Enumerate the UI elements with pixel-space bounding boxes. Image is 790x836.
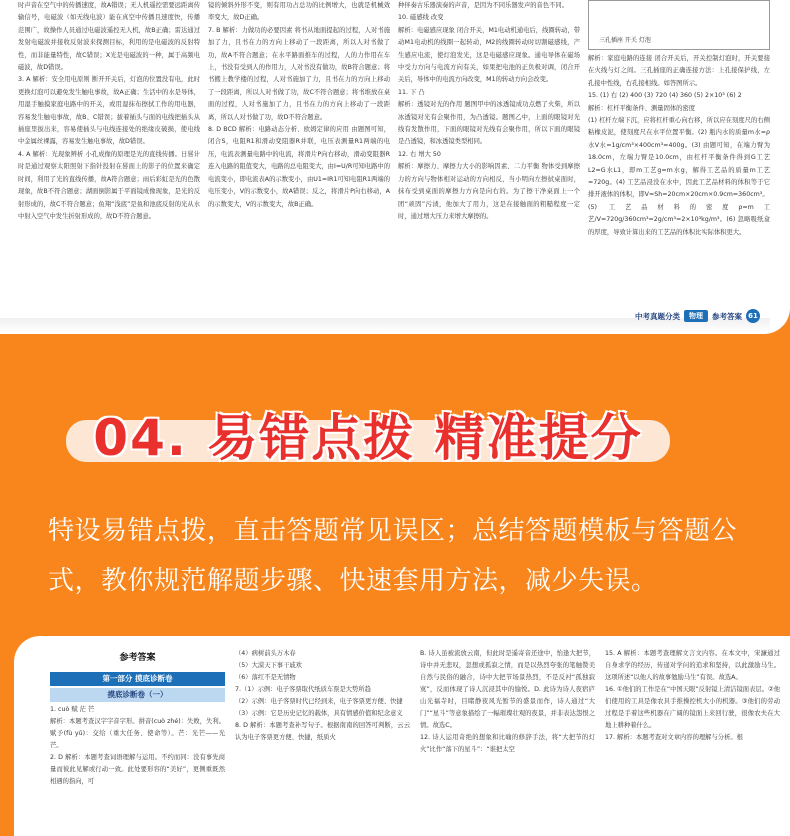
answer-paragraph: 7.（1）示例：电子客票取代纸质车票是大势所趋 [235, 686, 371, 693]
subsection-band: 摸底诊断卷（一） [50, 688, 225, 702]
answer-paragraph: 15. A 解析：本题考查理解文言文内容。在本文中，宋濂通过自身求学的经历，传递对学问的追求和坚持，以此激励马生。这项所述“以他人的故事勉励马生”有误。故选A。 [605, 650, 780, 681]
answer-paragraph: 12. 诗人运用奇绝的想象和比喻的修辞手法，将“大把节的灯火”比作“落下的星斗”：“谁把太空 [420, 734, 595, 753]
answer-paragraph: 解析：杠杆平衡条件、测量固体的密度 [588, 104, 696, 112]
answer-paragraph: 8. D BCD 解析：电路动态分析、欧姆定律的应用 由题图可知，闭合S，电阻R1和滑动变阻器R并联，电压表测量R1两端的电压，电流表测量电路中的电流，将滑片P向右移动，滑动变阻器R连入电路的阻值变大，电路的总电阻变大，由I=U/R可知电路中的电流变小，即电流表A的示数变小，由U1=IR1可知电阻R1两端的电压变小，V的示数变小，故A错误；反之，将滑片P向右移动，A的示数变大，V的示数变大，故B正确。 [208, 126, 390, 208]
answer-column-2 [235, 648, 410, 836]
answer-key-page-bottom [14, 636, 790, 836]
answer-paragraph: 12. 右 增大 50 [398, 150, 441, 158]
answer-paragraph: 解析：透镜对光的作用 题图甲中的冰透镜成功点燃了火柴，所以冰透镜对光有会聚作用，为凸透镜。题图乙中，上面的眼镜对光线有发散作用，下面的眼镜对光线有会聚作用，所以下面的眼镜是凸透镜，和冰透镜类型相同。 [398, 101, 580, 146]
answer-paragraph: 种伴奏古乐器演奏的声音，是因为不同乐器发声的音色不同。 [398, 2, 569, 9]
answer-paragraph: 解析：家庭电路的连接 闭合开关后，开关控制灯泡时，开关要接在火线与灯之间。三孔插座的正确连接方法：上孔接保护线，左孔接中性线，右孔接相线。如答图所示。 [588, 55, 770, 87]
answer-key-title: 参考答案 [119, 653, 156, 663]
footer-label: 参考答案 [712, 311, 742, 321]
footer-page-number: 61 [746, 309, 760, 323]
answer-paragraph: （6）落红不是无情物 [235, 674, 296, 681]
answer-paragraph: B. 诗人虽被流放云南，但此时是遥寄音还途中，怡逢大把节，诗中并无悲叹，忽想或孤寂之情，而是以热烈夸张的笔触赞美自然与民俗的融合，诗中大把节场景热烈，不是反衬“孤独寂寞”，反而体现了诗人沉浸其中的愉悦。D. 此诗为诗人夜宿庐山光福寺时，目睹静夜风光暂节的盛景而作，诗人通过“大门”“星斗”等意象描绘了一幅璀璨壮观的夜景，并非表达怨恨之情。故选C。 [420, 650, 595, 729]
answer-paragraph: 10. 磁感线 改变 [398, 14, 444, 22]
answer-paragraph: 解析：摩擦力、摩擦力大小的影响因素、二力平衡 物体受到摩擦力的方向与物体相对运动的方向相反，当小明向左擦拭桌面时，抹布受到桌面的摩擦力方向是向右的。为了擦干净桌面上一个团“顽固”污渍，他加大了用力，这是在接触面的粗糙程度一定时，通过增大压力来增大摩擦的。 [398, 163, 580, 220]
answer-column-4 [605, 648, 780, 836]
answer-paragraph: 8. D 解析：本题考查补写句子。根据南南的回答可判断，云云认为电子客票更方便、快捷，纸质火 [235, 722, 410, 741]
answer-column-3 [398, 0, 580, 310]
circuit-diagram [588, 0, 770, 50]
answer-paragraph: 时声音在空气中的传播速度，故A错误；无人机遥控需要远距离传输信号，电磁波（如无线电波）能在真空中传播且速度快，传播范围广，故操作人员通过电磁波遥控无人机，故B正确；雷达通过发射电磁波并接收反射波来探测目标，利用的是电磁波的反射特性，而非能量特性，故C错误；X光是电磁波的一种，属于高频电磁波，故D错误。 [18, 2, 200, 72]
section-heading-block [66, 398, 670, 468]
section-description: 特设易错点拨，直击答题常见误区；总结答题模板与答题公式，教你规范解题步骤、快速套用方法，减少失误。 [48, 516, 738, 596]
answer-paragraph: (1) 杠杆左端下沉，应将杠杆重心向右移，所以应在刻度尺的右侧粘橡皮泥，使刻度尺在水平位置平衡。(2) 瓶内水的质量m水=ρ水V水=1g/cm³×400cm³=400g。(3) 由题可知，在端力臂为18.0cm，左端力臂是10.0cm，由杠杆平衡条件得到G工艺L2=G水L1，即m工艺g=m水g，解得工艺品的质量m工艺=720g。(4) 工艺品浸没在水中，因此工艺品材料的体积等于它排开液体的体积，即V=Sh=20cm×20cm×0.9cm=360cm³。 [588, 117, 770, 199]
section-band: 第一部分 摸底诊断卷 [50, 672, 225, 686]
answer-paragraph: 7. B 解析：力做功的必要因素 将书从地面提起的过程，人对书施加了力，且书在力的方向上移动了一段距离，所以人对书做了功，故A不符合题意；在水平路面推车的过程，人的力作用在车上，书没有受到人的作用力，人对书没有做功，故B符合题意；将书搬上教学楼的过程，人对书施加了力，且书在力的方向上移动了一段距离，所以人对书做了功，故C不符合题意；将书堆放在桌面的过程，人对书施加了力，且书在力的方向上移动了一段距离，所以人对书做了功，故D不符合题意。 [208, 26, 390, 121]
footer-brand: 中考真题分类 [635, 311, 680, 321]
answer-column-3 [420, 648, 595, 836]
circuit-diagram-labels: 三孔插座 开关 灯泡 [599, 36, 651, 44]
answer-paragraph: 1. cuò 赋 茫 芒 [50, 706, 95, 713]
answer-paragraph: 解析：本题考查汉字字音字形。拼音(cuò zhé)：失败，失利。赋予(fù yǔ)：交给（重大任务、使命等）。芒：光芒——光芒。 [50, 718, 225, 749]
answer-paragraph: （5）大漠天下事干戚欢 [235, 662, 302, 669]
answer-paragraph: 4. A 解析：光现象辨析 小孔成像的原理是光的直线传播。日晷计时是通过观察太阳照射下指针投射在晷面上的影子的位置来确定时间，利用了光的直线传播，故A符合题意；雨后彩虹是光的色散现象，故B不符合题意；湖面倒影属于平面镜成像现象，是光的反射形成的，故C不符合题意；鱼翔“浅底”是鱼和池底反射的光从水中射入空气中发生折射形成的，故D不符合题意。 [18, 150, 200, 220]
answer-column-2 [208, 0, 390, 310]
page-footer [635, 309, 760, 323]
answer-paragraph: （3）示例：它是历史记忆的载体，具有情感价值和纪念意义 [235, 710, 403, 717]
answer-column-1 [50, 648, 225, 836]
answer-paragraph: 镜的倾斜外形不变，则有用功占总功的比例增大，也就是机械效率变大，故D正确。 [208, 2, 390, 22]
footer-subject-tag: 物理 [684, 310, 708, 322]
answer-paragraph: (5) 工艺品材料的密度ρ=m工艺/V=720g/360cm³=2g/cm³=2×10³kg/m³。(6) 忽略吸纸盒的厚度，导致计算出来的工艺品的体积比实际体积更大。 [588, 203, 770, 236]
answer-paragraph: 15. (1) 右 (2) 400 (3) 720 (4) 360 (5) 2×10³ (6) 2 [588, 92, 742, 100]
answer-paragraph: 2. D 解析：本题考查词语理解与运用。不约而同：没有事先商量而彼此见解或行动一致。此处要形容的“美好”，更侧重既然相遇的指向，可 [50, 754, 225, 785]
answer-paragraph: （2）示例：电子客票时代已经到来，电子客票更方便、快捷 [235, 698, 403, 705]
section-heading: 04. 易错点拨 精准提分 [93, 409, 643, 467]
answer-paragraph: （4）病树前头万木春 [235, 650, 296, 657]
answer-key-page-top [0, 0, 790, 334]
answer-paragraph: 3. A 解析：安全用电原则 断开开关后，灯泡的位置没有电，此时更换灯泡可以避免发生触电事故，故A正确；生活中的水是导体，用湿手触摸家庭电路中的开关，或用湿抹布擦拭工作的用电器，容易发生触电事故，故B、C错误；拔着插头与面的电线把插头从插座里拔出来，容易使插头与电线连接处的绝缘皮破损，使电线中金属丝裸露，容易发生触电事故，故D错误。 [18, 76, 200, 146]
answer-column-1 [18, 0, 200, 310]
answer-paragraph: 16. ①他们的工作是在“中国天眼”反射镜上清洁镜面表层。②他们使用的工具是像农具手推操控机大小的机器。③他们的劳动过程是手着这些机器在广阔的镜面上来回行驶，很像农夫在大地上耕种着什么。 [605, 686, 780, 729]
answer-paragraph: 解析：电磁感应现象 闭合开关，M1电动机通电后，线圈转动，带动M1电动机的线圈一起转动，M2的线圈转动时切割磁感线，产生感应电流，使灯泡发光，这是电磁感应现象。通电导体在磁场中受力方向与电流方向有关，如果把电池的正负极对调，闭合开关后，导体中的电流方向改变，M1的转动方向会改变。 [398, 26, 580, 84]
answer-paragraph: 11. 下 凸 [398, 88, 425, 96]
answer-paragraph: 17. 解析：本题考查对文章内容的理解与分析。根 [605, 734, 743, 741]
answer-column-4 [588, 0, 770, 310]
